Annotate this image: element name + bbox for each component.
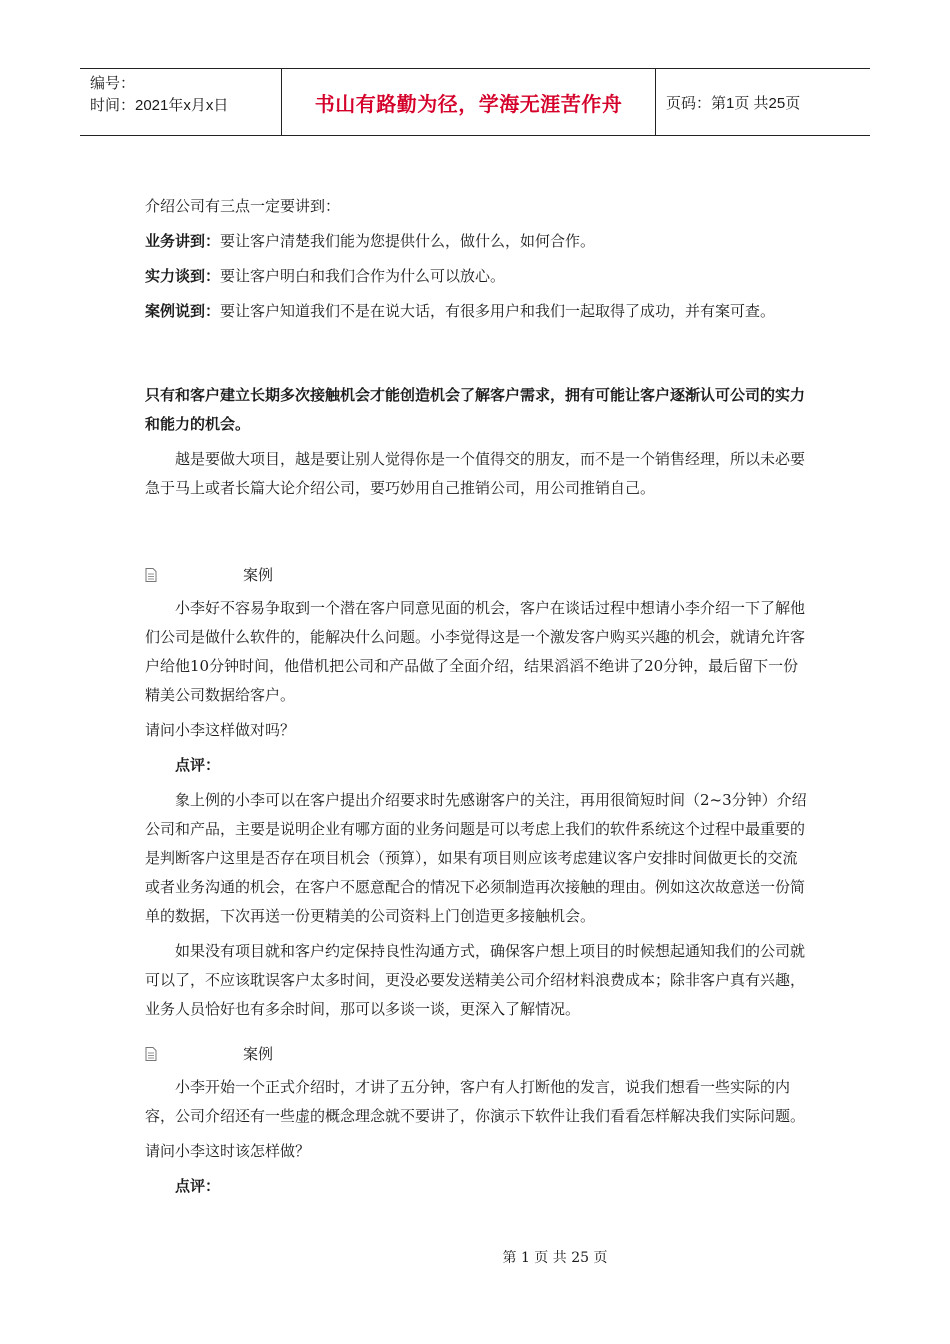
advice-paragraph: 越是要做大项目，越是要让别人觉得你是一个值得交的朋友，而不是一个销售经理，所以未必要急于马上或者长篇大论介绍公司，要巧妙用自己推销公司，用公司推销自己。: [145, 450, 806, 497]
intro-item-text: 要让客户明白和我们合作为什么可以放心。: [220, 267, 506, 285]
intro-item: [145, 297, 808, 326]
key-point-section: [145, 381, 808, 503]
header-page-info: 页码：第1页 共25页: [666, 94, 801, 112]
comment-label: 点评：: [175, 756, 221, 774]
header-motto: 书山有路勤为径，学海无涯苦作舟: [282, 69, 656, 135]
intro-section: [145, 192, 808, 326]
case-title: 案例: [243, 566, 274, 584]
case-heading: [145, 1043, 273, 1064]
case-title: 案例: [243, 1045, 274, 1063]
case-1-section: [145, 594, 808, 1024]
document-icon: [145, 1047, 157, 1061]
intro-item-label: 案例说到：: [145, 302, 221, 320]
intro-lead: 介绍公司有三点一定要讲到：: [145, 197, 341, 215]
key-point: 只有和客户建立长期多次接触机会才能创造机会了解客户需求，拥有可能让客户逐渐认可公司的实力和能力的机会。: [145, 386, 806, 433]
page-footer: 第 1 页 共 25 页: [502, 1250, 608, 1266]
case-story: 小李开始一个正式介绍时，才讲了五分钟，客户有人打断他的发言，说我们想看一些实际的内容，公司介绍还有一些虚的概念理念就不要讲了，你演示下软件让我们看看怎样解决我们实际问题。: [145, 1078, 806, 1125]
case-question: 请问小李这时该怎样做？: [145, 1142, 311, 1160]
intro-item-text: 要让客户知道我们不是在说大话，有很多用户和我们一起取得了成功，并有案可查。: [220, 302, 776, 320]
page-header: [80, 68, 870, 136]
comment-label: 点评：: [175, 1177, 221, 1195]
intro-item-label: 业务讲到：: [145, 232, 221, 250]
case-question: 请问小李这样做对吗？: [145, 721, 296, 739]
case-heading: [145, 564, 273, 585]
case-2-section: [145, 1073, 808, 1201]
case-story: 小李好不容易争取到一个潜在客户同意见面的机会，客户在谈话过程中想请小李介绍一下了解他们公司是做什么软件的，能解决什么问题。小李觉得这是一个激发客户购买兴趣的机会，就请允许客户给他10分钟时间，他借机把公司和产品做了全面介绍，结果滔滔不绝讲了20分钟，最后留下一份精美公司数据给客户。: [145, 599, 806, 704]
comment-paragraph: 如果没有项目就和客户约定保持良性沟通方式，确保客户想上项目的时候想起通知我们的公司就可以了，不应该耽误客户太多时间，更没必要发送精美公司介绍材料浪费成本；除非客户真有兴趣，业务人员恰好也有多余时间，那可以多谈一谈，更深入了解情况。: [145, 942, 806, 1018]
document-date: 时间：2021年x月x日: [90, 97, 229, 114]
intro-item: [145, 262, 808, 291]
header-meta: [80, 69, 282, 135]
comment-paragraph: 象上例的小李可以在客户提出介绍要求时先感谢客户的关注，再用很简短时间（2~3分钟）介绍公司和产品，主要是说明企业有哪方面的业务问题是可以考虑上我们的软件系统这个过程中最重要的是判断客户这里是否存在项目机会（预算），如果有项目则应该考虑建议客户安排时间做更长的交流或者业务沟通的机会，在客户不愿意配合的情况下必须制造再次接触的理由。例如这次故意送一份简单的数据，下次再送一份更精美的公司资料上门创造更多接触机会。: [145, 791, 807, 925]
document-number: 编号：: [90, 75, 136, 92]
intro-item: [145, 227, 808, 256]
document-icon: [145, 568, 157, 582]
intro-item-text: 要让客户清楚我们能为您提供什么，做什么，如何合作。: [220, 232, 596, 250]
intro-item-label: 实力谈到：: [145, 267, 221, 285]
